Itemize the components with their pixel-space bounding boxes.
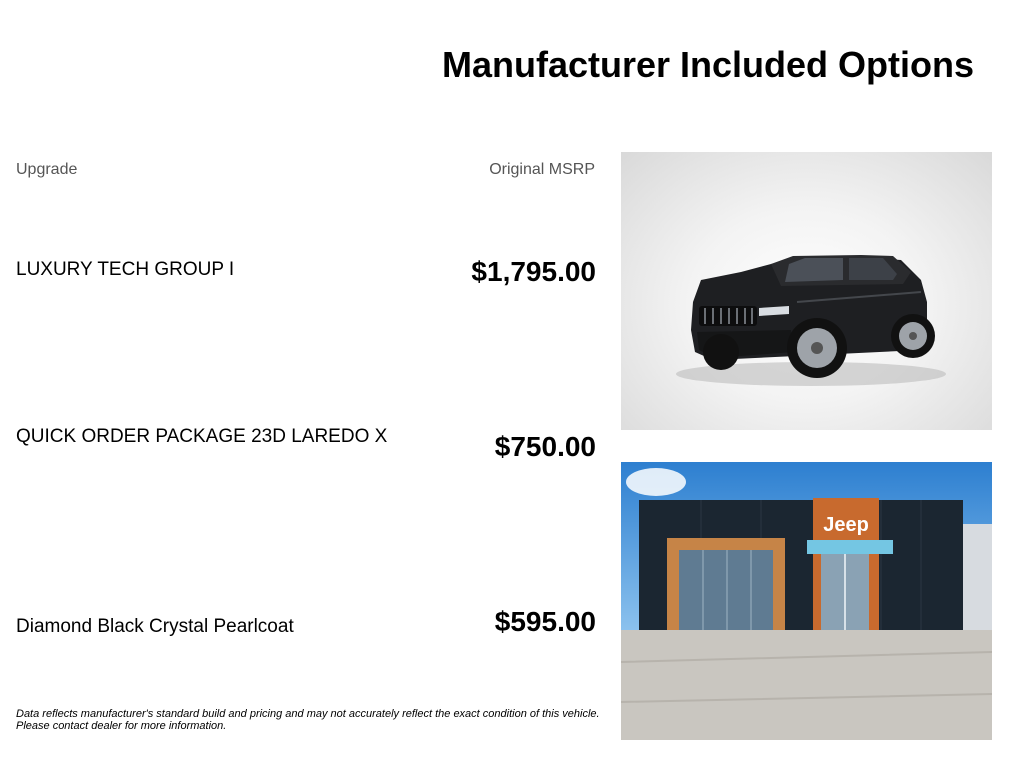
disclaimer-line: Data reflects manufacturer's standard build and pricing and may not accurately reflect the exact condition of this vehicle. xyxy=(16,708,600,720)
option-name: LUXURY TECH GROUP I xyxy=(16,259,235,280)
disclaimer-line: Please contact dealer for more information. xyxy=(16,720,227,732)
vehicle-photo-icon xyxy=(621,152,992,430)
option-price: $750.00 xyxy=(494,431,596,462)
option-name: Diamond Black Crystal Pearlcoat xyxy=(16,616,294,637)
dealer-sign: Jeep xyxy=(823,514,869,536)
dealership-photo xyxy=(621,462,992,740)
option-name: QUICK ORDER PACKAGE 23D LAREDO X xyxy=(16,426,388,447)
disclaimer xyxy=(16,708,606,732)
vehicle-photo xyxy=(621,152,992,430)
option-price: $1,795.00 xyxy=(471,256,596,287)
option-price: $595.00 xyxy=(494,606,596,637)
column-header-upgrade: Upgrade xyxy=(16,161,78,178)
dealership-photo-icon xyxy=(621,462,992,740)
page-title: Manufacturer Included Options xyxy=(442,44,975,85)
column-header-msrp: Original MSRP xyxy=(489,161,595,178)
